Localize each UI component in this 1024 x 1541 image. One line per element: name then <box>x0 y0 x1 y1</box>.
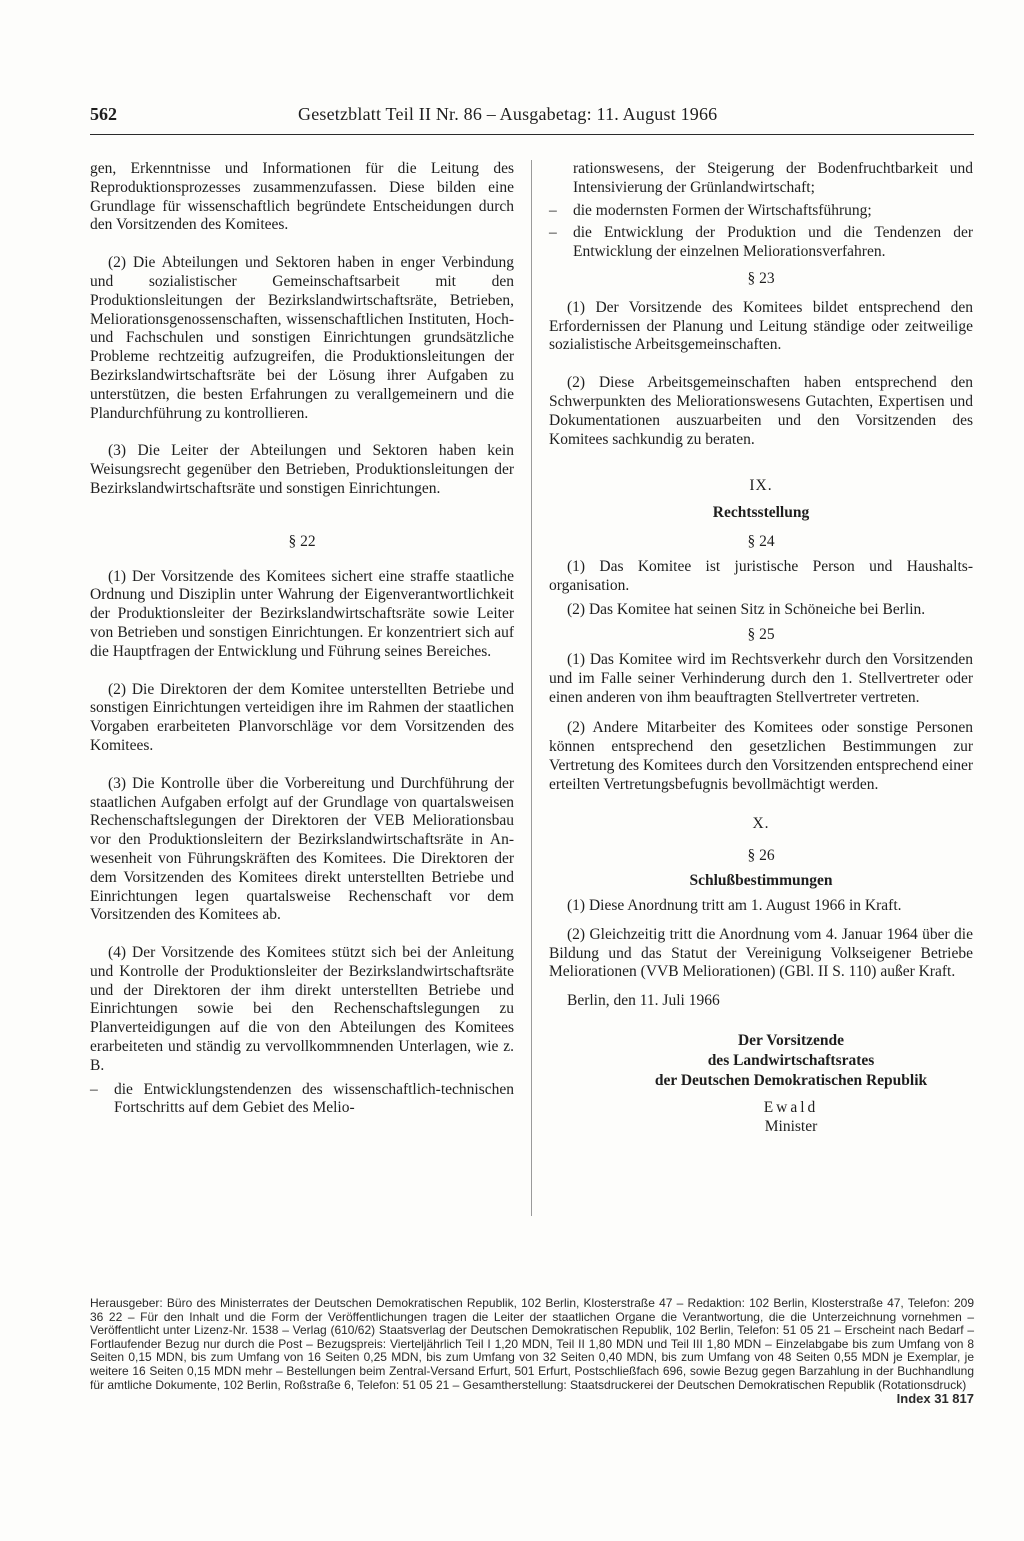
paragraph: (1) Das Komitee wird im Rechtsverkehr durch den Vorsitzenden und im Falle seiner Verhinderung durch den 1. Stellvertreter oder einen anderen von ihm beauftragten Stellvertreter vertreten. <box>549 650 973 706</box>
signature-line: des Landwirtschaftsrates <box>707 1051 875 1069</box>
dash-marker: – <box>549 224 557 242</box>
list-item-text: rationswesens, der Steigerung der Bodenfruchtbarkeit und Intensivierung der Grünlandwirtschaft; <box>573 160 973 196</box>
list-item-text: die Entwicklung der Produktion und die Tendenzen der Entwicklung der einzelnen Meliorationsverfahren. <box>573 224 973 261</box>
paragraph: (2) Die Abteilungen und Sektoren haben in enger Verbindung und sozialistischer Gemeinschaftsarbeit mit den Produktionsleitungen der Bezirkslandwirtschaftsräte, Betrieben, Meliorationsgenossenschaften, wissenschaftlichen Instituten, Hoch- und Fachschulen und sonstigen Einrichtungen grundsätzliche Probleme rechtzeitig aufzugreifen, die Produktionsleitungen der Bezirkslandwirtschaftsräte bei der Lösung ihrer Aufgaben zu unterstützen, die besten Erfahrungen zu verallgemeinern und die Plandurchführung zu kontrollieren. <box>90 254 514 422</box>
paragraph: (2) Das Komitee hat seinen Sitz in Schöneiche bei Berlin. <box>567 601 926 619</box>
signature-block <box>549 1031 973 1091</box>
column-divider <box>531 160 532 1216</box>
list-item <box>549 202 973 221</box>
gazette-title: Gesetzblatt Teil II Nr. 86 – Ausgabetag: 11. August 1966 <box>298 104 718 124</box>
dash-marker: – <box>90 1080 98 1098</box>
signatory-name: Ewald <box>763 1098 819 1116</box>
index-number: Index 31 817 <box>896 1391 974 1407</box>
imprint-text: Herausgeber: Büro des Ministerrates der Deutschen Demokratischen Republik, 102 Berlin, Klosterstraße 47 – Redaktion: 102 Berlin, Klosterstraße 47, Telefon: 209 36 22 – Für den Inhalt und die Form der Veröffentlichungen tragen die Leiter der staatlichen Organe die Verantwortung, die die Unterzeichnung vornehmen – Veröffentlicht unter Lizenz-Nr. 1538 – Verlag (610/62) Staatsverlag der Deutschen Demokratischen Republik, 102 Berlin, Telefon: 51 05 21 – Erscheint nach Bedarf – Fortlaufender Bezug nur durch die Post – Bezugspreis: Vierteljährlich Teil I 1,20 MDN, Teil II 1,80 MDN und Teil III 1,80 MDN – Einzelabgabe bis zum Umfang von 8 Seiten 0,15 MDN, bis zum Umfang von 16 Seiten 0,25 MDN, bis zum Umfang von 32 Seiten 0,40 MDN, bis zum Umfang von 48 Seiten 0,55 MDN je Exemplar, je weitere 16 Seiten 0,15 MDN mehr – Bestellungen beim Zentral-Versand Erfurt, 501 Erfurt, Postschließfach 696, sowie Bezug gegen Barzahlung in der Buchhandlung für amtliche Dokumente, 102 Berlin, Roßstraße 6, Telefon: 51 05 21 – Gesamtherstellung: Staatsdruckerei der Deutschen Demokratischen Republik (Rotationsdruck) <box>90 1296 974 1392</box>
section-heading: § 25 <box>747 626 775 644</box>
paragraph: (3) Die Leiter der Abteilungen und Sektoren haben kein Weisungsrecht gegenüber den Betrieben, Produktionsleitungen der Bezirkslandwirtschaftsräte und sonstigen Einrichtungen. <box>90 442 514 497</box>
section-heading: § 23 <box>747 269 775 287</box>
paragraph: (4) Der Vorsitzende des Komitees stützt sich bei der Anleitung und Kontrolle der Produktionsleiter der Bezirkslandwirtschaftsräte und der Direktoren der ihm direkt unterstellten Betriebe und Einrichtungen sowie bei den Rechenschaftslegungen zu Planverteidigungen auf die von den Abteilungen des Komitees erarbeiteten und ständig zu vervollkommnenden Unterlagen, wie z. B. <box>90 944 514 1074</box>
paragraph: (1) Diese Anordnung tritt am 1. August 1966 in Kraft. <box>567 896 902 914</box>
section-heading: § 26 <box>747 847 775 865</box>
paragraph: (1) Der Vorsitzende des Komitees bildet entsprechend den Erfordernissen der Planung und Leitung ständige oder zeitweilige sozialistische Arbeitsgemeinschaften. <box>549 298 973 354</box>
list-item-text: die modernsten Formen der Wirtschaftsführung; <box>573 201 872 219</box>
chapter-title: Schlußbestimmungen <box>689 872 833 890</box>
chapter-title: Rechtsstellung <box>712 504 810 522</box>
signature-line: der Deutschen Demokratischen Republik <box>654 1071 928 1089</box>
paragraph: (1) Der Vorsitzende des Komitees sichert eine straffe staatliche Ordnung und Disziplin unter Wahrung der Eigenverantwortlichkeit der Produktionsleiter der Bezirkslandwirtschaftsräte sowie Leiter von Betrieben und sonstigen Einrichtungen. Er konzentriert sich auf die Hauptfragen der Entwicklung und Führung seines Bereiches. <box>90 567 514 660</box>
paragraph: (2) Gleichzeitig tritt die Anordnung vom 4. Januar 1964 über die Bildung und das Statut der Vereinigung Volkseigener Betriebe Meliorationen (VVB Meliorationen) (GBl. II S. 110) außer Kraft. <box>549 925 973 981</box>
section-heading: § 24 <box>747 532 775 550</box>
chapter-number: IX. <box>749 477 773 495</box>
signature-line: Der Vorsitzende <box>737 1031 845 1049</box>
dash-marker: – <box>549 201 557 219</box>
left-column <box>90 160 514 1122</box>
page-header <box>90 104 974 135</box>
chapter-number: X. <box>752 814 770 832</box>
paragraph: (3) Die Kontrolle über die Vorbereitung und Durchführung der staatlichen Aufgaben erfolgt auf der Grundlage von quartalsweisen Rechenschaftslegungen der Direktoren der VEB Meliorationsbau vor den Produktionsleitern der Bezirkslandwirtschaftsräte in Anwesenheit von Führungskräften des Komitees. Die Direktoren der dem Vorsitzenden des Komitees direkt unterstellten Betriebe und Einrichtungen legen quartalsweise Rechenschaft vor dem Vorsitzenden des Komitees ab. <box>90 774 514 924</box>
paragraph: (2) Andere Mitarbeiter des Komitees oder sonstige Personen können entsprechend den gesetzlichen Bestimmungen zur Vertretung des Komitees durch den Vorsitzenden entsprechend einer erteilten Vertretungsbefugnis bevollmächtigt werden. <box>549 719 973 793</box>
paragraph: gen, Erkenntnisse und Informationen für die Leitung des Reproduktionsprozesses zusammenzufassen. Diese bilden eine Grundlage für wissenschaftlich begründete Entscheidungen durch den Vorsitzenden des Komitees. <box>90 160 514 234</box>
list-item <box>90 1081 514 1119</box>
list-item-text: die Entwicklungstendenzen des wissenschaftlich-technischen Fortschritts auf dem Gebiet des Melio- <box>114 1080 514 1117</box>
page-number: 562 <box>90 104 117 124</box>
paragraph: (2) Diese Arbeitsgemeinschaften haben entsprechend den Schwerpunkten des Meliorationswesens Gutachten, Expertisen und Dokumentationen auszuarbeiten und den Vorsitzenden des Komitees sachkundig zu beraten. <box>549 374 973 448</box>
list-item <box>549 160 973 198</box>
paragraph: (1) Das Komitee ist juristische Person und Haushaltsorganisation. <box>549 557 973 594</box>
list-item <box>549 224 973 262</box>
section-heading: § 22 <box>288 532 316 550</box>
date-line: Berlin, den 11. Juli 1966 <box>567 992 720 1010</box>
right-column <box>549 160 973 1136</box>
paragraph: (2) Die Direktoren der dem Komitee unterstellten Betriebe und sonstigen Einrichtungen verteidigen ihre im Rahmen der staatlichen Vorgaben erarbeiteten Planvorschläge vor dem Vorsitzenden des Komitees. <box>90 680 514 754</box>
imprint-footer <box>90 1297 974 1406</box>
signatory-role: Minister <box>764 1117 818 1135</box>
